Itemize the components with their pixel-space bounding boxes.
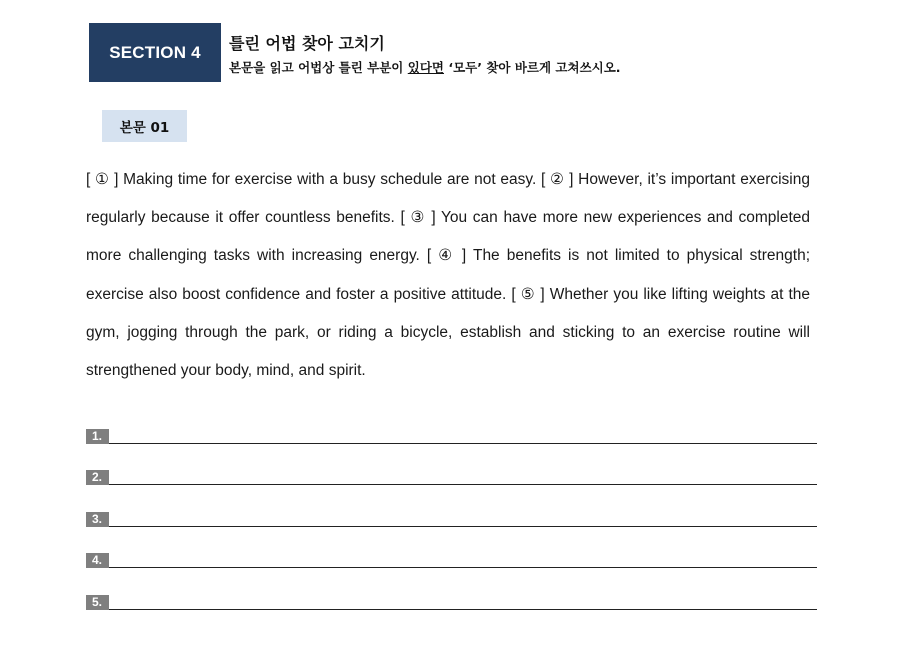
page-title: 틀린 어법 찾아 고치기 <box>229 34 385 53</box>
answer-line[interactable] <box>109 526 817 527</box>
instruction-text-underlined: 있다면 <box>407 60 444 75</box>
answer-number: 3. <box>86 512 109 527</box>
section-label: SECTION 4 <box>109 42 201 62</box>
answer-row-1 <box>86 427 817 444</box>
answer-number: 4. <box>86 553 109 568</box>
instruction-text-after: ‘모두’ 찾아 바르게 고쳐쓰시오. <box>443 60 621 75</box>
passage-text: [ ① ] Making time for exercise with a busy schedule are not easy. [ ② ] However, it’s important exercising regularly because it offer countless benefits. [ ③ ] You can have more new experiences and completed more challenging tasks with increasing energy. [ ④ ] The benefits is not limited to physical strength; exercise also boost confidence and foster a positive attitude. [ ⑤ ] Whether you like lifting weights at the gym, jogging through the park, or riding a bicycle, establish and sticking to an exercise routine will strengthened your body, mind, and spirit. <box>86 171 810 380</box>
answer-row-2 <box>86 468 817 485</box>
answer-line[interactable] <box>109 609 817 610</box>
answer-line[interactable] <box>109 484 817 485</box>
answer-number: 2. <box>86 470 109 485</box>
instruction-text-before: 본문을 읽고 어법상 틀린 부분이 <box>229 60 408 75</box>
answer-number: 1. <box>86 429 109 444</box>
answer-line[interactable] <box>109 443 817 444</box>
passage-tag-label: 본문 01 <box>119 120 170 136</box>
answer-list <box>86 427 817 634</box>
instruction-text <box>229 58 621 76</box>
answer-number: 5. <box>86 595 109 610</box>
answer-row-4 <box>86 551 817 568</box>
answer-row-3 <box>86 510 817 527</box>
answer-line[interactable] <box>109 567 817 568</box>
passage-tag <box>102 110 187 142</box>
section-badge <box>89 23 221 82</box>
answer-row-5 <box>86 593 817 610</box>
